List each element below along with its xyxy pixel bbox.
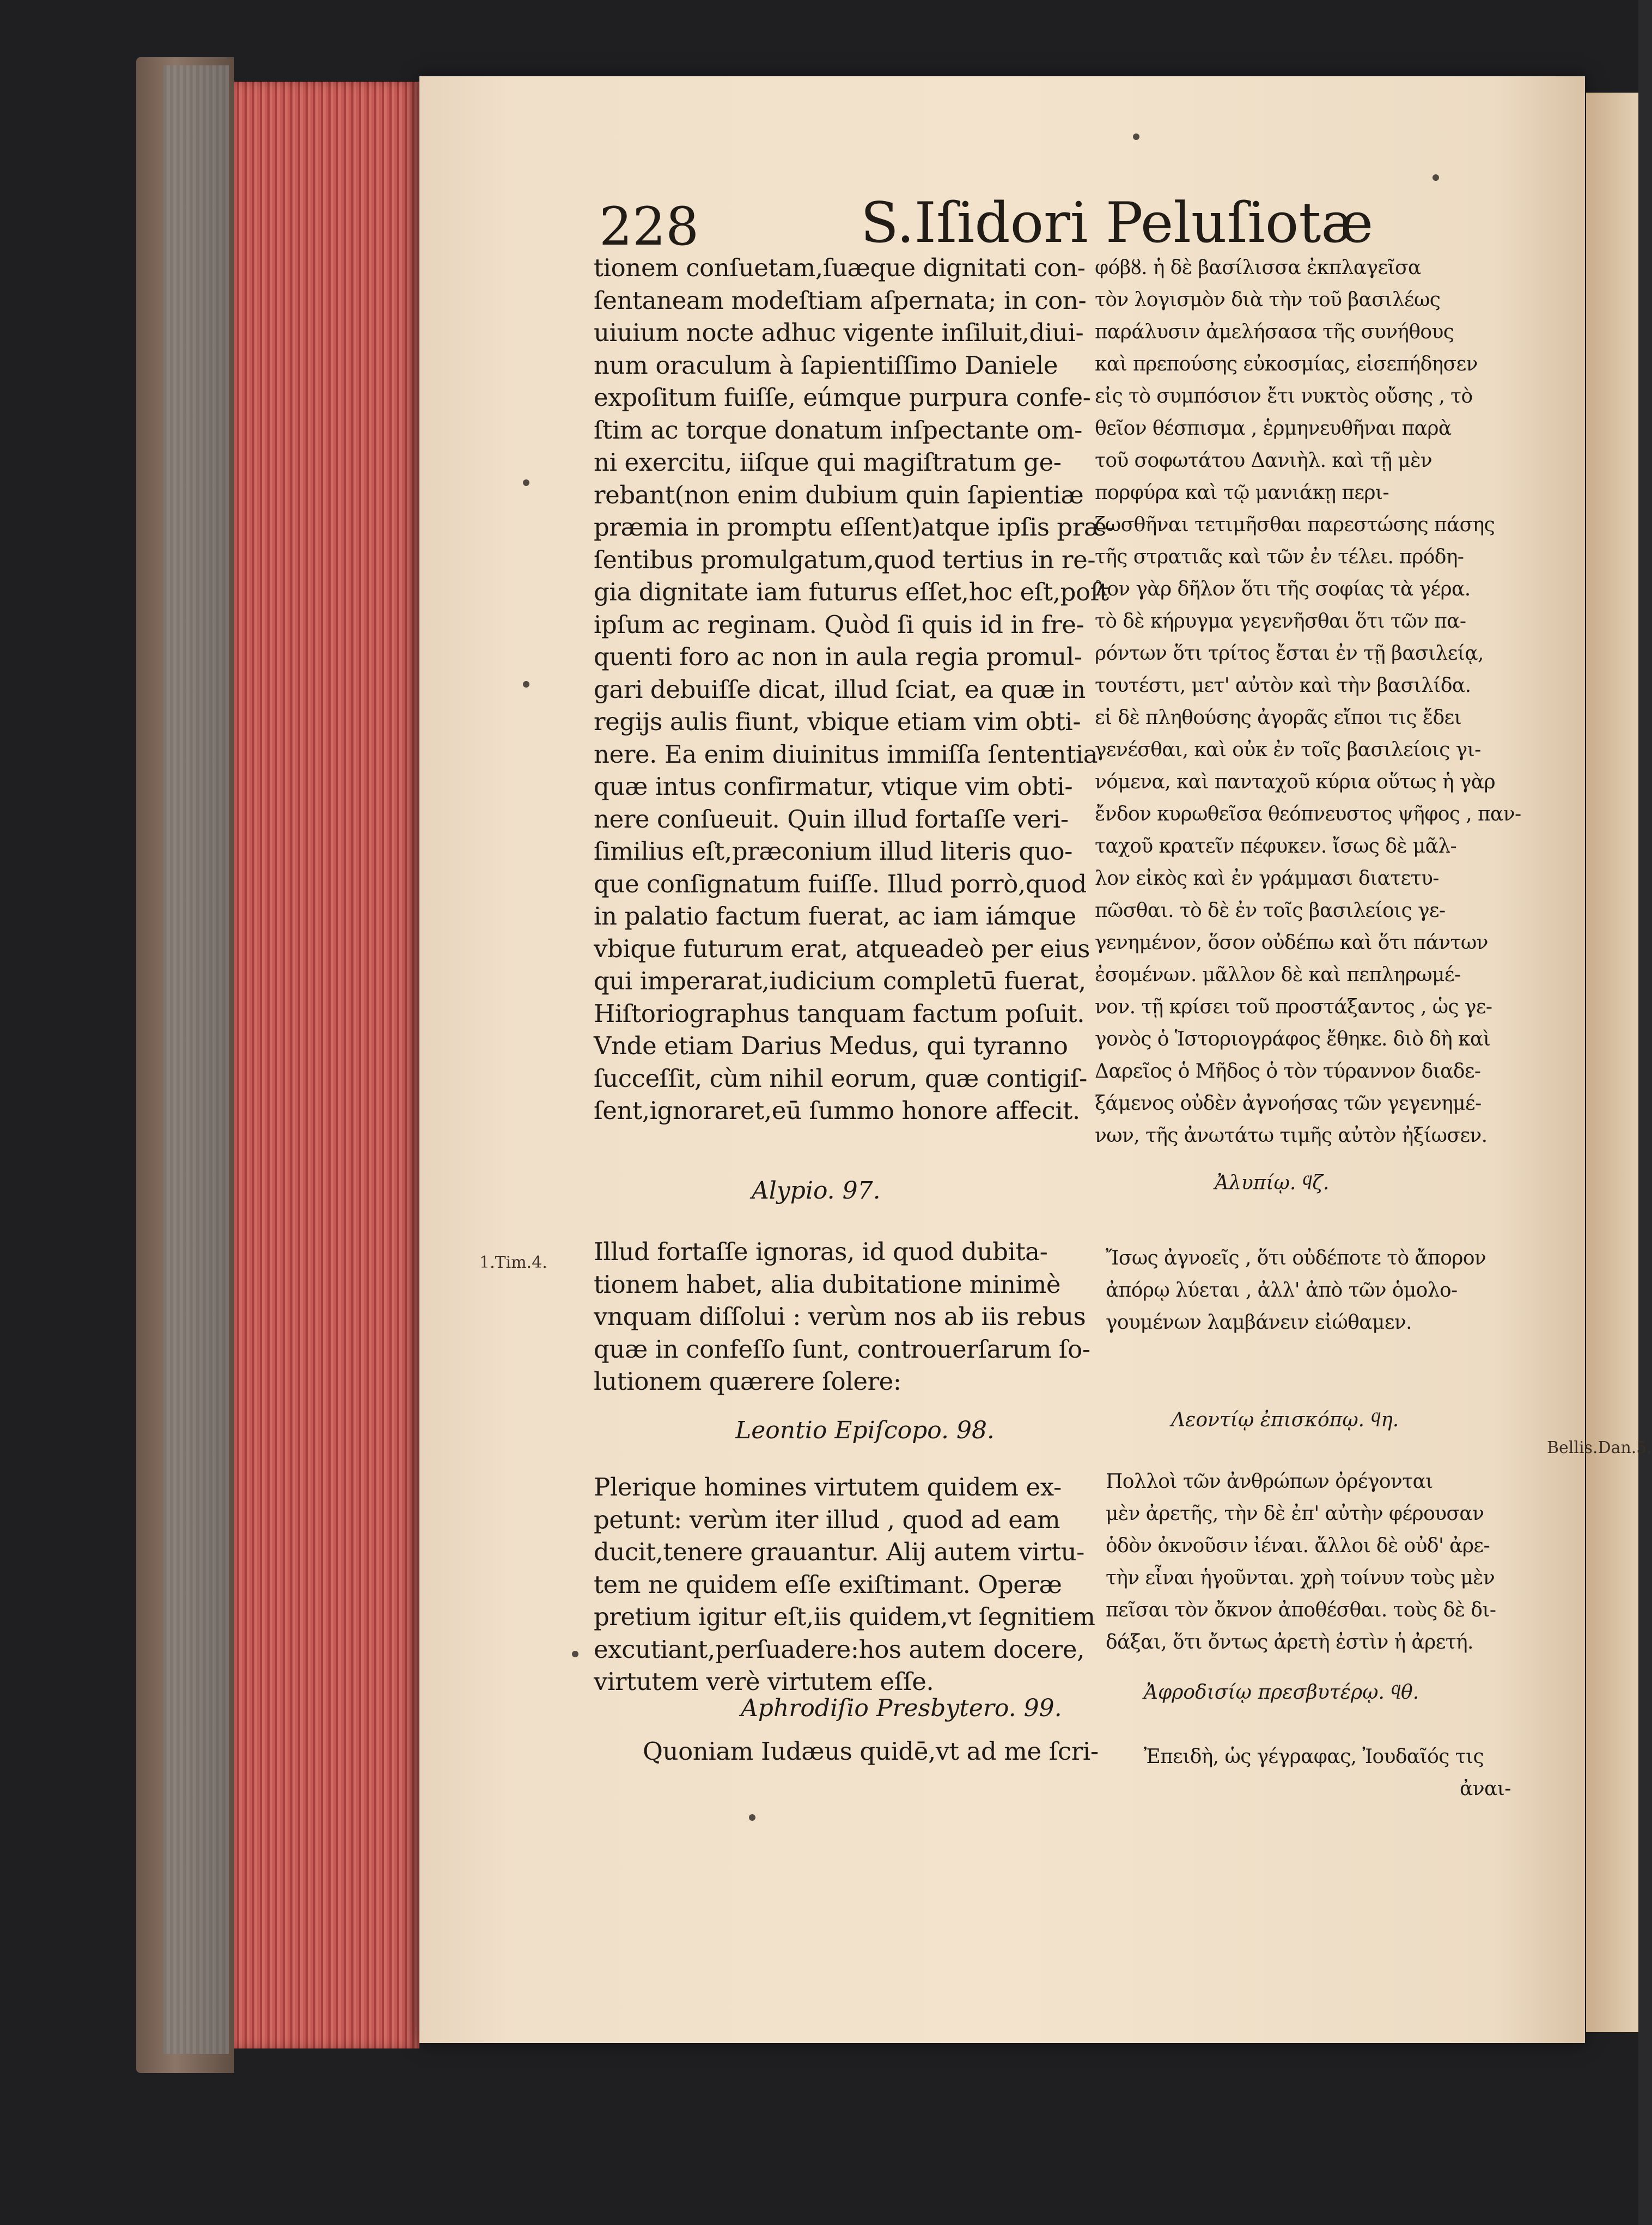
text-line: πῶσθαι. τὸ δὲ ἐν τοῖς βασιλείοις γε- (1095, 899, 1446, 922)
text-line: ſentaneam modeſtiam aſpernata; in con- (594, 285, 1087, 315)
letter-heading-latin: Aphrodiſio Presbytero. 99. (741, 1694, 1062, 1722)
text-line: vbique futurum erat, atqueadeò per eius (594, 934, 1090, 963)
facing-page-edge (1586, 93, 1638, 2032)
text-line: καὶ πρεπούσης εὐκοσμίας, εἰσεπήδησεν (1095, 353, 1478, 375)
text-line: quenti foro ac non in aula regia promul- (594, 642, 1082, 671)
paper-speck (572, 1651, 578, 1657)
text-line: num oraculum à ſapientiſſimo Daniele (594, 350, 1058, 380)
text-line: ſent,ignoraret,eū ſummo honore affecit. (594, 1096, 1080, 1125)
text-line: quæ intus confirmatur, vtique vim obti- (594, 772, 1073, 801)
text-line: λον εἰκὸς καὶ ἐν γράμμασι διατετυ- (1095, 867, 1439, 890)
text-line: τὴν εἶναι ἡγοῦνται. χρὴ τοίνυν τοὺς μὲν (1106, 1567, 1495, 1589)
text-line: πεῖσαι τὸν ὄκνον ἀποθέσθαι. τοὺς δὲ δι- (1106, 1599, 1496, 1621)
text-line: θεῖον θέσπισμα , ἑρμηνευθῆναι παρὰ (1095, 417, 1452, 440)
text-line: πορφύρα καὶ τῷ μανιάκῃ περι- (1095, 482, 1389, 504)
running-title: S.Iſidori Peluſiotæ (861, 191, 1374, 256)
letter-heading-latin: Leontio Epiſcopo. 98. (735, 1417, 995, 1444)
paper-speck (523, 681, 529, 688)
text-line: νόμενα, καὶ πανταχοῦ κύρια οὕτως ἡ γὰρ (1095, 771, 1496, 793)
letter-98-greek (1106, 1466, 1496, 1658)
letter-98-latin (594, 1471, 1095, 1698)
text-line: μὲν ἀρετῆς, τὴν δὲ ἐπ' αὐτὴν φέρουσαν (1106, 1503, 1484, 1525)
text-line: τουτέστι, μετ' αὐτὸν καὶ τὴν βασιλίδα. (1095, 674, 1471, 697)
text-line: ipſum ac reginam. Quòd ſi quis id in fre- (594, 610, 1084, 639)
text-line: Πολλοὶ τῶν ἀνθρώπων ὀρέγονται (1106, 1470, 1433, 1493)
text-line: ρόντων ὅτι τρίτος ἔσται ἐν τῇ βασιλείᾳ, (1095, 642, 1484, 665)
text-line: ἀπόρῳ λύεται , ἀλλ' ἀπὸ τῶν ὁμολο- (1106, 1279, 1458, 1302)
text-line: γενημένον, ὅσον οὐδέπω καὶ ὅτι πάντων (1095, 932, 1488, 954)
text-line: vnquam diſſolui : verùm nos ab iis rebus (594, 1302, 1086, 1331)
text-line: ζωσθῆναι τετιμῆσθαι παρεστώσης πάσης (1095, 514, 1495, 536)
text-line: ducit,tenere grauantur. Alij autem virtu- (594, 1537, 1084, 1566)
text-line: gari debuiſſe dicat, illud ſciat, ea quæ in (594, 674, 1086, 704)
text-line: que conſignatum fuiſſe. Illud porrò,quod (594, 869, 1087, 898)
text-line: gia dignitate iam futurus eſſet,hoc eſt,poſt (594, 577, 1109, 606)
text-line: regijs aulis fiunt, vbique etiam vim obti- (594, 707, 1081, 736)
latin-main-text (594, 252, 1115, 1127)
text-line: φόβȣ. ἡ δὲ βασίλισσα ἐκπλαγεῖσα (1095, 257, 1421, 279)
text-line: nere conſueuit. Quin illud fortaſſe veri- (594, 804, 1069, 834)
text-line: γουμένων λαμβάνειν εἰώθαμεν. (1106, 1311, 1412, 1334)
text-line: ταχοῦ κρατεῖν πέφυκεν. ἴσως δὲ μᾶλ- (1095, 835, 1457, 858)
text-line: virtutem verè virtutem eſſe. (594, 1667, 934, 1696)
text-line: εἰς τὸ συμπόσιον ἔτι νυκτὸς οὔσης , τὸ (1095, 385, 1473, 408)
text-line: τῆς στρατιᾶς καὶ τῶν ἐν τέλει. πρόδη- (1095, 546, 1464, 568)
text-line: Ἐπειδὴ, ὡς γέγραφας, Ἰουδαῖός τις (1144, 1746, 1484, 1768)
letter-99-latin (643, 1735, 1099, 1768)
letter-heading-greek: Λεοντίῳ ἐπισκόπῳ. ϥη. (1171, 1409, 1399, 1431)
text-line: tionem habet, alia dubitatione minimè (594, 1269, 1061, 1299)
paper-speck (1133, 133, 1139, 140)
letter-97-greek (1106, 1242, 1486, 1339)
text-line: Δαρεῖος ὁ Μῆδος ὁ τὸν τύραννον διαδε- (1095, 1060, 1481, 1083)
text-line: qui imperarat,iudicium completū fuerat, (594, 966, 1086, 995)
text-line: λον γὰρ δῆλον ὅτι τῆς σοφίας τὰ γέρα. (1095, 578, 1471, 600)
greek-main-text (1095, 252, 1521, 1152)
text-line: Plerique homines virtutem quidem ex- (594, 1473, 1062, 1501)
text-line: expoſitum fuiſſe, eúmque purpura confe- (594, 383, 1091, 412)
text-line: Ἴσως ἀγνοεῖς , ὅτι οὐδέποτε τὸ ἄπορον (1106, 1247, 1486, 1269)
text-line: quæ in confeſſo ſunt, controuerſarum ſo- (594, 1334, 1090, 1364)
text-line: νων, τῆς ἀνωτάτω τιμῆς αὐτὸν ἠξίωσεν. (1095, 1124, 1488, 1147)
text-line: τὸν λογισμὸν διὰ τὴν τοῦ βασιλέως (1095, 289, 1441, 311)
page-edges (234, 82, 419, 2048)
letter-heading-latin: Alypio. 97. (752, 1177, 881, 1205)
text-line: παράλυσιν ἀμελήσασα τῆς συνήθους (1095, 321, 1454, 343)
text-line: ſimilius eſt,præconium illud literis quo- (594, 837, 1072, 866)
text-line: νον. τῇ κρίσει τοῦ προστάξαντος , ὡς γε- (1095, 996, 1492, 1018)
text-line: ſentibus promulgatum,quod tertius in re- (594, 545, 1096, 574)
paper-speck (1432, 174, 1439, 181)
text-line: ξάμενος οὐδὲν ἀγνοήσας τῶν γεγενημέ- (1095, 1092, 1482, 1115)
text-line: uiuium nocte adhuc vigente inſiluit,diui- (594, 318, 1084, 347)
text-line: pretium igitur eſt,iis quidem,vt ſegnitiem (594, 1602, 1095, 1631)
text-line: εἰ δὲ πληθούσης ἀγορᾶς εἴποι τις ἔδει (1095, 707, 1462, 729)
letter-heading-greek: Ἀλυπίῳ. ϥζ. (1215, 1172, 1330, 1194)
text-line: ſtim ac torque donatum inſpectante om- (594, 415, 1082, 445)
paper-speck (749, 1814, 755, 1821)
paper-speck (523, 479, 529, 486)
text-line: ὁδὸν ὀκνοῦσιν ἰέναι. ἄλλοι δὲ οὐδ' ἀρε- (1106, 1535, 1490, 1557)
text-line: rebant(non enim dubium quin ſapientiæ (594, 480, 1084, 509)
letter-99-greek (1144, 1741, 1511, 1805)
text-line: ni exercitu, iiſque qui magiſtratum ge- (594, 448, 1062, 477)
text-line: lutionem quærere ſolere: (594, 1367, 901, 1396)
text-line: Illud fortaſſe ignoras, id quod dubita- (594, 1237, 1048, 1266)
text-line: ſucceſſit, cùm nihil eorum, quæ contigiſ- (594, 1063, 1087, 1093)
text-line: in palatio factum fuerat, ac iam iámque (594, 902, 1076, 931)
cover-board-texture (163, 65, 229, 2054)
text-line: ἐσομένων. μᾶλλον δὲ καὶ πεπληρωμέ- (1095, 964, 1461, 986)
text-line: ἀναι- (1460, 1778, 1511, 1800)
text-line: γονὸς ὁ Ἱστοριογράφος ἔθηκε. διὸ δὴ καὶ (1095, 1028, 1491, 1050)
text-line: petunt: verùm iter illud , quod ad eam (594, 1505, 1060, 1534)
text-line: tionem conſuetam,ſuæque dignitati con- (594, 253, 1086, 282)
letter-97-latin (594, 1236, 1090, 1398)
margin-note: 1.Tim.4. (479, 1253, 547, 1272)
letter-heading-greek: Ἀφροδισίῳ πρεσβυτέρῳ. ϥθ. (1144, 1681, 1419, 1704)
text-line: Vnde etiam Darius Medus, qui tyranno (594, 1031, 1068, 1060)
text-line: γενέσθαι, καὶ οὐκ ἐν τοῖς βασιλείοις γι- (1095, 739, 1481, 761)
text-line: ἔνδον κυρωθεῖσα θεόπνευστος ψῆφος , παν- (1095, 803, 1521, 825)
text-line: tem ne quidem eſſe exiſtimant. Operæ (594, 1570, 1062, 1599)
text-line: nere. Ea enim diuinitus immiſſa ſententia (594, 739, 1098, 769)
text-line: excutiant,perſuadere:hos autem docere, (594, 1634, 1084, 1664)
text-line: τὸ δὲ κήρυγμα γεγενῆσθαι ὅτι τῶν πα- (1095, 610, 1466, 633)
page-number: 228 (599, 196, 699, 257)
text-line: τοῦ σοφωτάτου Δανιὴλ. καὶ τῇ μὲν (1095, 449, 1432, 472)
text-line: præmia in promptu eſſent)atque ipſis præ- (594, 513, 1115, 542)
text-line: Hiſtoriographus tanquam factum poſuit. (594, 999, 1085, 1028)
text-line: Quoniam Iudæus quidē,vt ad me ſcri- (643, 1737, 1099, 1766)
margin-note: Bellis.Dan.5. (1547, 1438, 1652, 1457)
text-line: δάξαι, ὅτι ὄντως ἀρετὴ ἐστὶν ἡ ἀρετή. (1106, 1631, 1473, 1653)
